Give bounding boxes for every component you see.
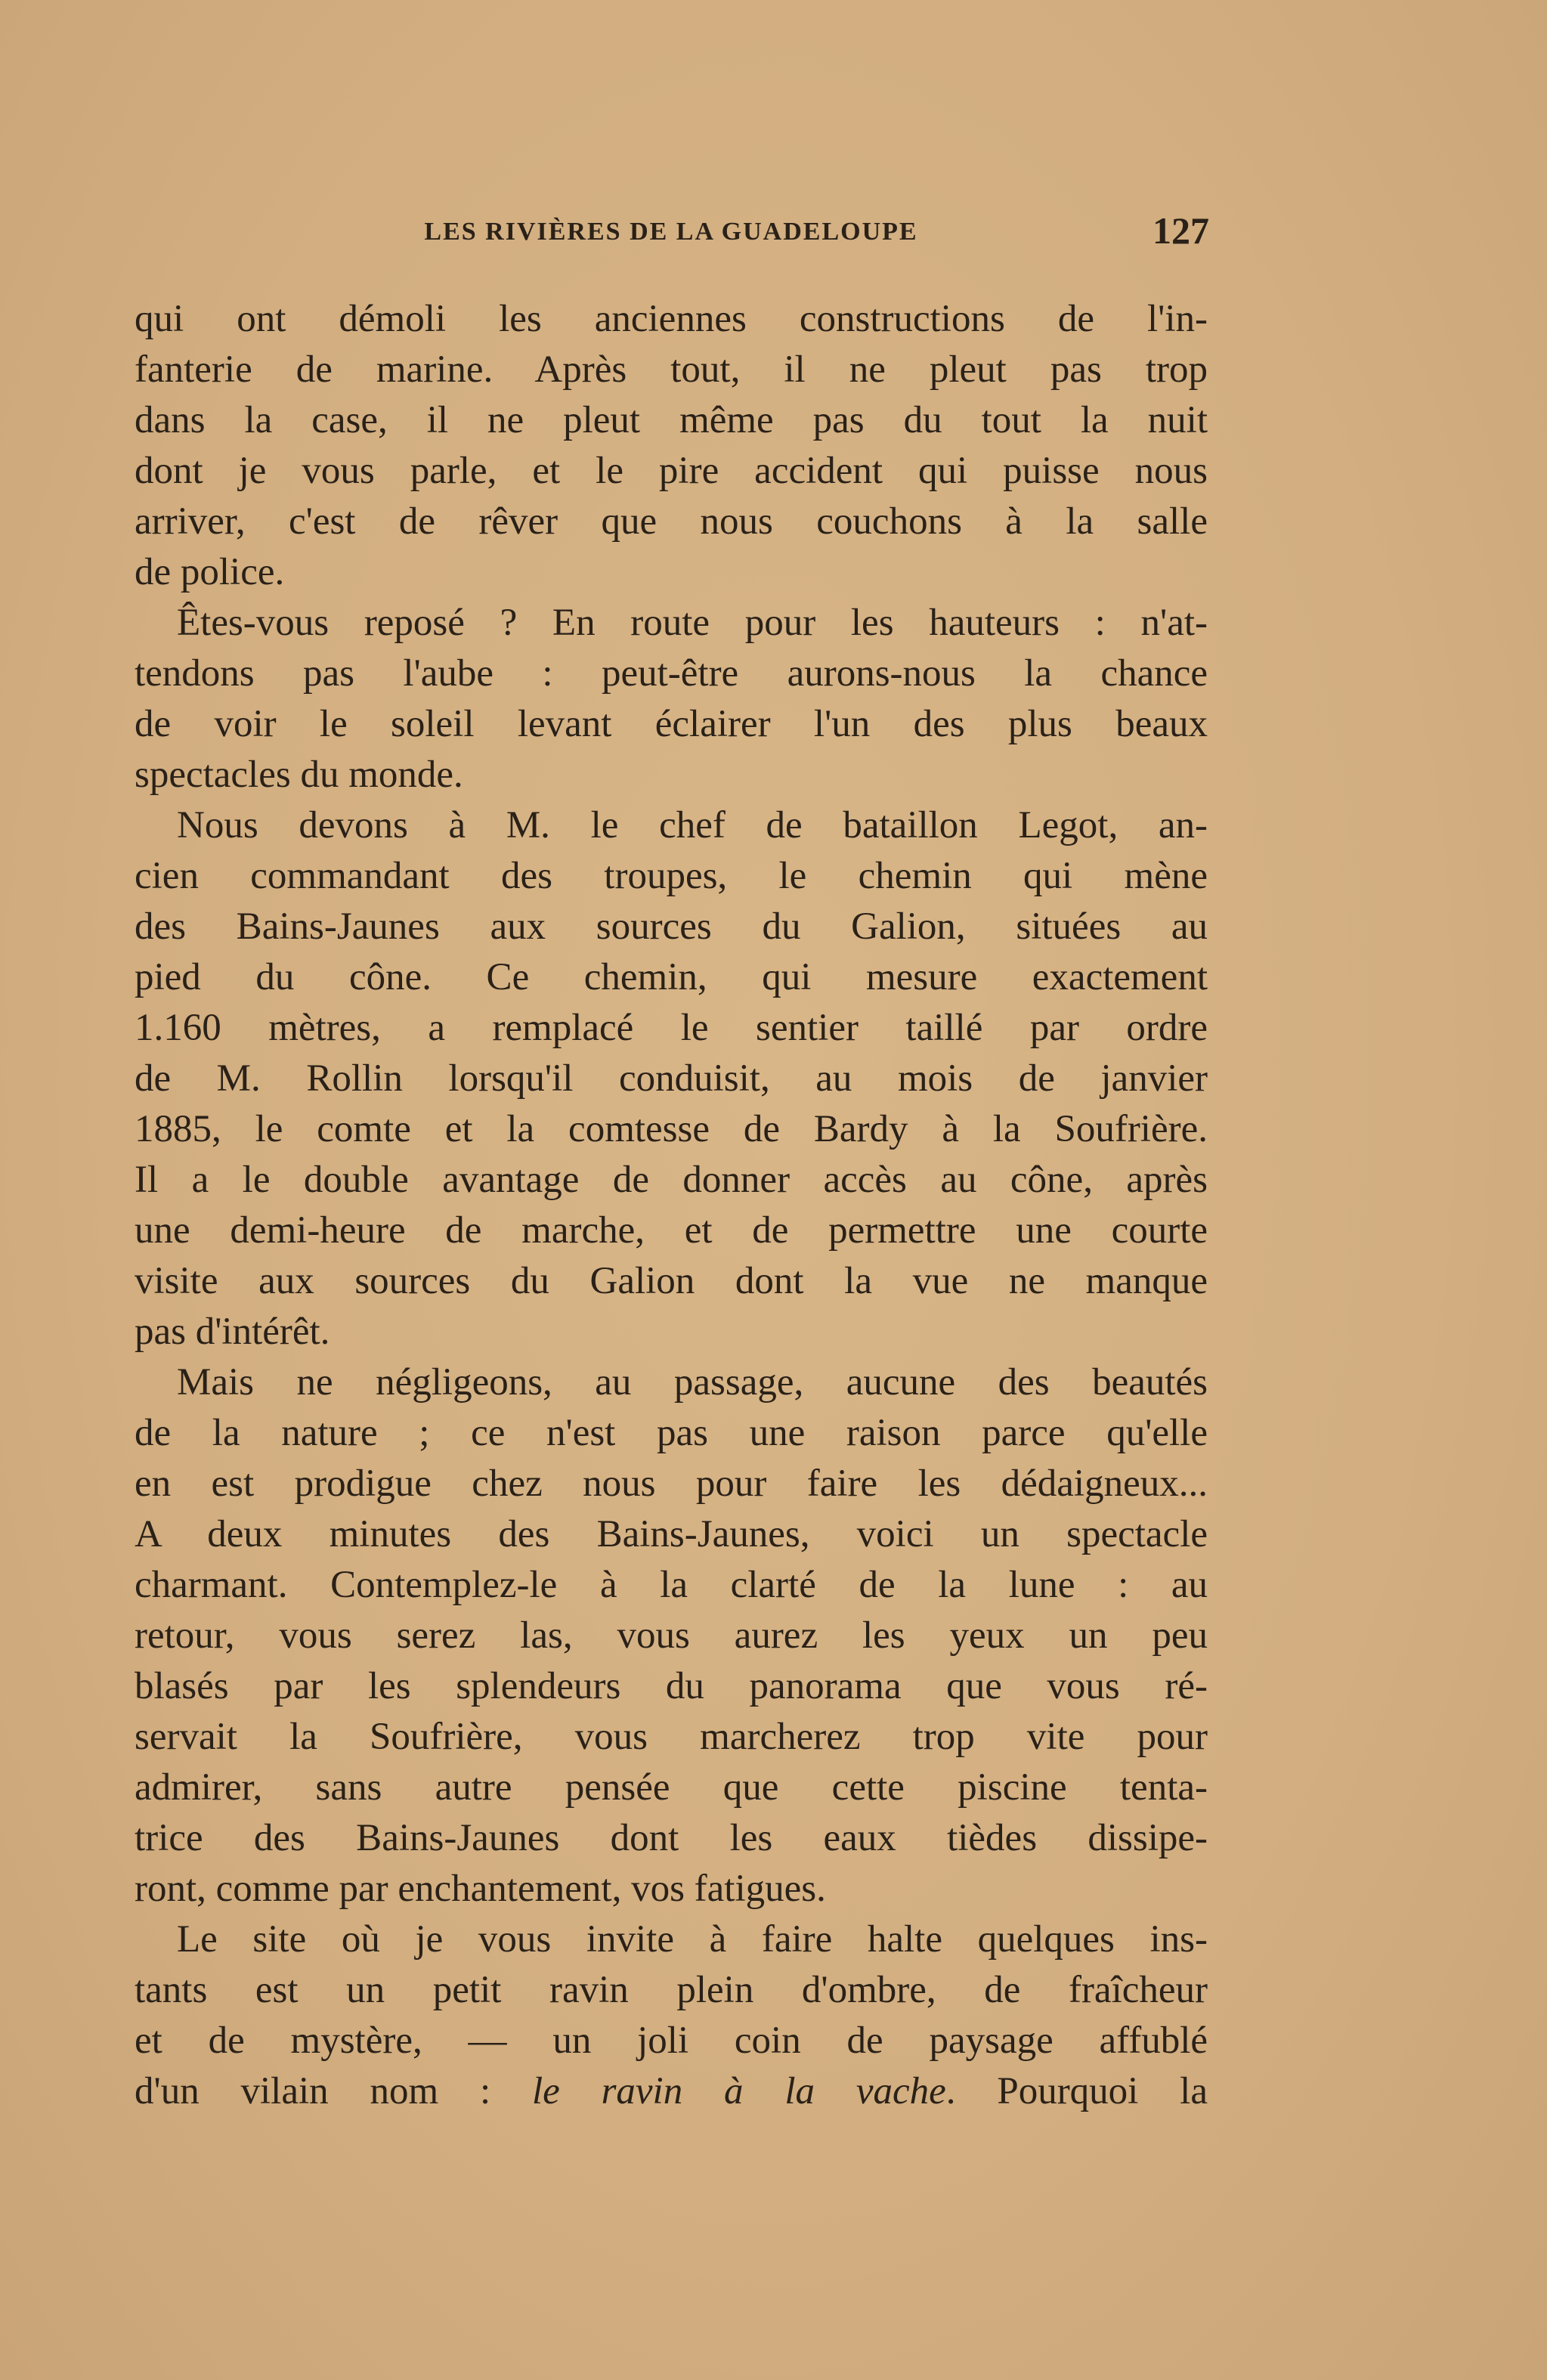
text-line: ront, comme par enchantement, vos fatigues. [135,1868,826,1910]
text-line-last [135,2066,1208,2117]
text-line: Il a le double avantage de donner accès au cône, après [135,1159,1208,1201]
running-head-title: LES RIVIÈRES DE LA GUADELOUPE [424,218,918,246]
text-line: 1885, le comte et la comtesse de Bardy à la Soufrière. [135,1108,1208,1150]
text-line: de la nature ; ce n'est pas une raison parce qu'elle [135,1412,1208,1454]
body-text [135,294,1208,2117]
text-line: blasés par les splendeurs du panorama que vous ré- [135,1665,1208,1707]
text-line: retour, vous serez las, vous aurez les yeux un peu [135,1614,1208,1657]
page-number: 127 [1153,209,1209,252]
text-line: charmant. Contemplez-le à la clarté de la lune : au [135,1564,1208,1606]
text-line: et de mystère, — un joli coin de paysage affublé [135,2019,1208,2062]
text-line: Mais ne négligeons, au passage, aucune des beautés [177,1361,1208,1404]
text-line: admirer, sans autre pensée que cette piscine tenta- [135,1766,1208,1809]
text-segment: . Pourquoi la [945,2070,1208,2112]
text-line: de police. [135,551,285,593]
text-line: tendons pas l'aube : peut-être aurons-nous la chance [135,652,1208,695]
text-line: trice des Bains-Jaunes dont les eaux tièdes dissipe- [135,1817,1208,1859]
text-line: de M. Rollin lorsqu'il conduisit, au mois de janvier [135,1057,1208,1100]
text-line: arriver, c'est de rêver que nous couchons à la salle [135,500,1208,543]
text-line: Êtes-vous reposé ? En route pour les hauteurs : n'at- [177,602,1208,644]
italic-phrase: le ravin à la vache [531,2070,946,2112]
text-line: qui ont démoli les anciennes constructions de l'in- [135,298,1208,340]
text-line: des Bains-Jaunes aux sources du Galion, situées au [135,905,1208,948]
text-line: dont je vous parle, et le pire accident qui puisse nous [135,450,1208,492]
text-line: pas d'intérêt. [135,1311,330,1353]
text-line: Le site où je vous invite à faire halte quelques ins- [177,1918,1208,1961]
text-line: une demi-heure de marche, et de permettre une courte [135,1209,1208,1252]
text-line: Nous devons à M. le chef de bataillon Legot, an- [177,804,1208,846]
text-line: tants est un petit ravin plein d'ombre, de fraîcheur [135,1969,1208,2011]
text-line: en est prodigue chez nous pour faire les dédaigneux... [135,1462,1208,1505]
text-line: fanterie de marine. Après tout, il ne pleut pas trop [135,348,1208,391]
text-line: pied du cône. Ce chemin, qui mesure exactement [135,956,1208,998]
text-line: 1.160 mètres, a remplacé le sentier taillé par ordre [135,1007,1208,1049]
text-line: visite aux sources du Galion dont la vue ne manque [135,1260,1208,1302]
text-line: cien commandant des troupes, le chemin qui mène [135,855,1208,897]
text-segment: d'un vilain nom : [135,2070,532,2112]
text-line: servait la Soufrière, vous marcherez trop vite pour [135,1716,1208,1758]
text-line: de voir le soleil levant éclairer l'un des plus beaux [135,703,1208,745]
text-line: A deux minutes des Bains-Jaunes, voici un spectacle [135,1513,1208,1555]
text-line: dans la case, il ne pleut même pas du tout la nuit [135,399,1208,441]
text-line: spectacles du monde. [135,754,463,796]
